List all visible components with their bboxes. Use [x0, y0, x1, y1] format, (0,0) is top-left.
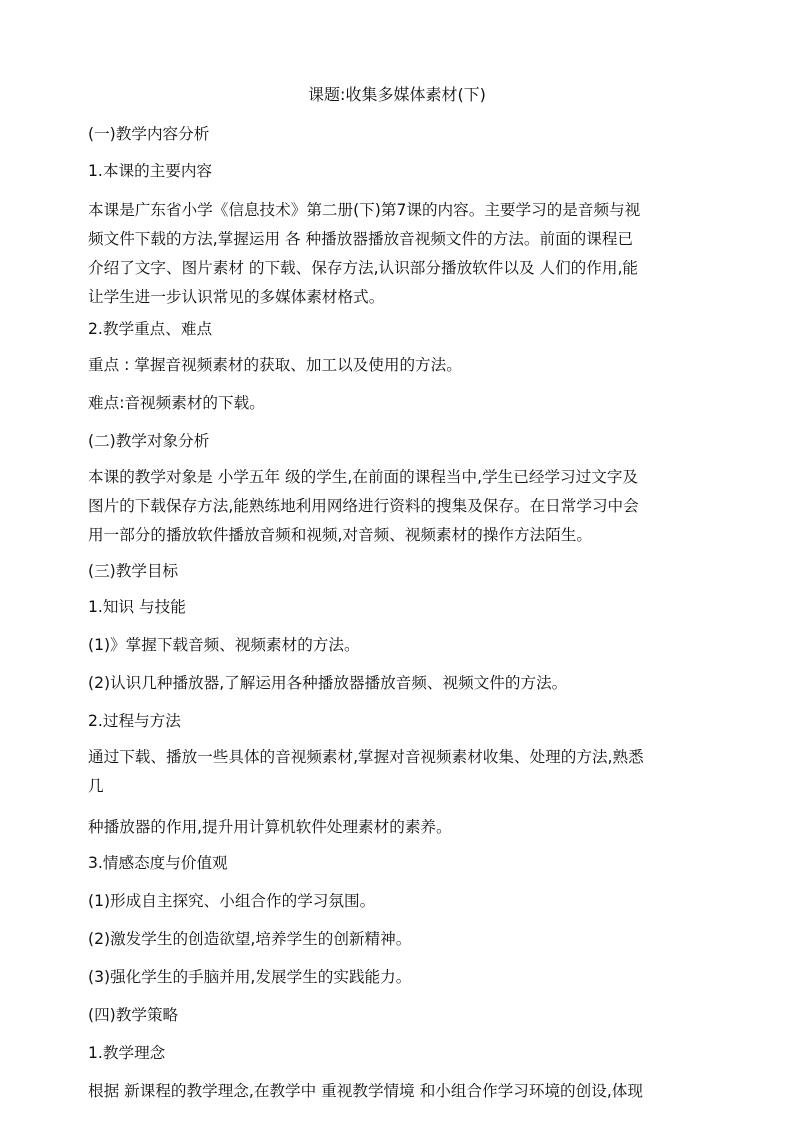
objective-item: (2)激发学生的创造欲望,培养学生的创新精神。 [88, 930, 412, 948]
objective-item: (1)形成自主探究、小组合作的学习氛围。 [88, 892, 376, 910]
section-2-heading: (二)教学对象分析 [88, 432, 210, 450]
lesson-title: 课题:收集多媒体素材(下) [308, 85, 486, 104]
difficult-point-text: 难点:音视频素材的下载。 [88, 394, 265, 412]
section-3-1-heading: 1.知识 与技能 [88, 598, 186, 616]
objective-item: (2)认识几种播放器,了解运用各种播放器播放音频、视频文件的方法。 [88, 674, 568, 692]
section-3-2-paragraph-continued: 种播放器的作用,提升用计算机软件处理素材的素养。 [88, 818, 452, 836]
section-3-2-heading: 2.过程与方法 [88, 712, 181, 730]
objective-item: (1)》掌握下载音频、视频素材的方法。 [88, 636, 360, 654]
section-3-3-heading: 3.情感态度与价值观 [88, 854, 228, 872]
paragraph-line: 用一部分的播放软件播放音频和视频,对音频、视频素材的操作方法陌生。 [88, 526, 592, 544]
section-3-heading: (三)教学目标 [88, 562, 179, 580]
section-1-1-heading: 1.本课的主要内容 [88, 162, 213, 180]
key-point-text: 重点 : 掌握音视频素材的获取、加工以及使用的方法。 [88, 356, 462, 374]
section-1-heading: (一)教学内容分析 [88, 125, 210, 143]
paragraph-line: 通过下载、播放一些具体的音视频素材,掌握对音视频素材收集、处理的方法,熟悉 [88, 748, 644, 766]
section-1-2-heading: 2.教学重点、难点 [88, 320, 213, 338]
paragraph-line: 介绍了文字、图片素材 的下载、保存方法,认识部分播放软件以及 人们的作用,能 [88, 259, 639, 277]
section-3-2-paragraph [88, 743, 718, 801]
objective-item: (3)强化学生的手脑并用,发展学生的实践能力。 [88, 968, 412, 986]
section-2-paragraph [88, 463, 718, 550]
paragraph-line: 本课的教学对象是 小学五年 级的学生,在前面的课程当中,学生已经学习过文字及 [88, 468, 639, 486]
paragraph-line: 让学生进一步认识常见的多媒体素材格式。 [88, 288, 385, 306]
section-4-heading: (四)教学策略 [88, 1006, 179, 1024]
paragraph-line: 频文件下载的方法,掌握运用 各 种播放器播放音视频文件的方法。前面的课程已 [88, 230, 634, 248]
section-4-1-paragraph: 根据 新课程的教学理念,在教学中 重视教学情境 和小组合作学习环境的创设,体现 [88, 1082, 643, 1100]
section-1-1-paragraph [88, 196, 718, 312]
paragraph-line: 图片的下载保存方法,能熟练地利用网络进行资料的搜集及保存。在日常学习中会 [88, 497, 639, 515]
paragraph-line: 几 [88, 777, 104, 795]
section-4-1-heading: 1.教学理念 [88, 1044, 166, 1062]
paragraph-line: 本课是广东省小学《信息技术》第二册(下)第7课的内容。主要学习的是音频与视 [88, 201, 641, 219]
